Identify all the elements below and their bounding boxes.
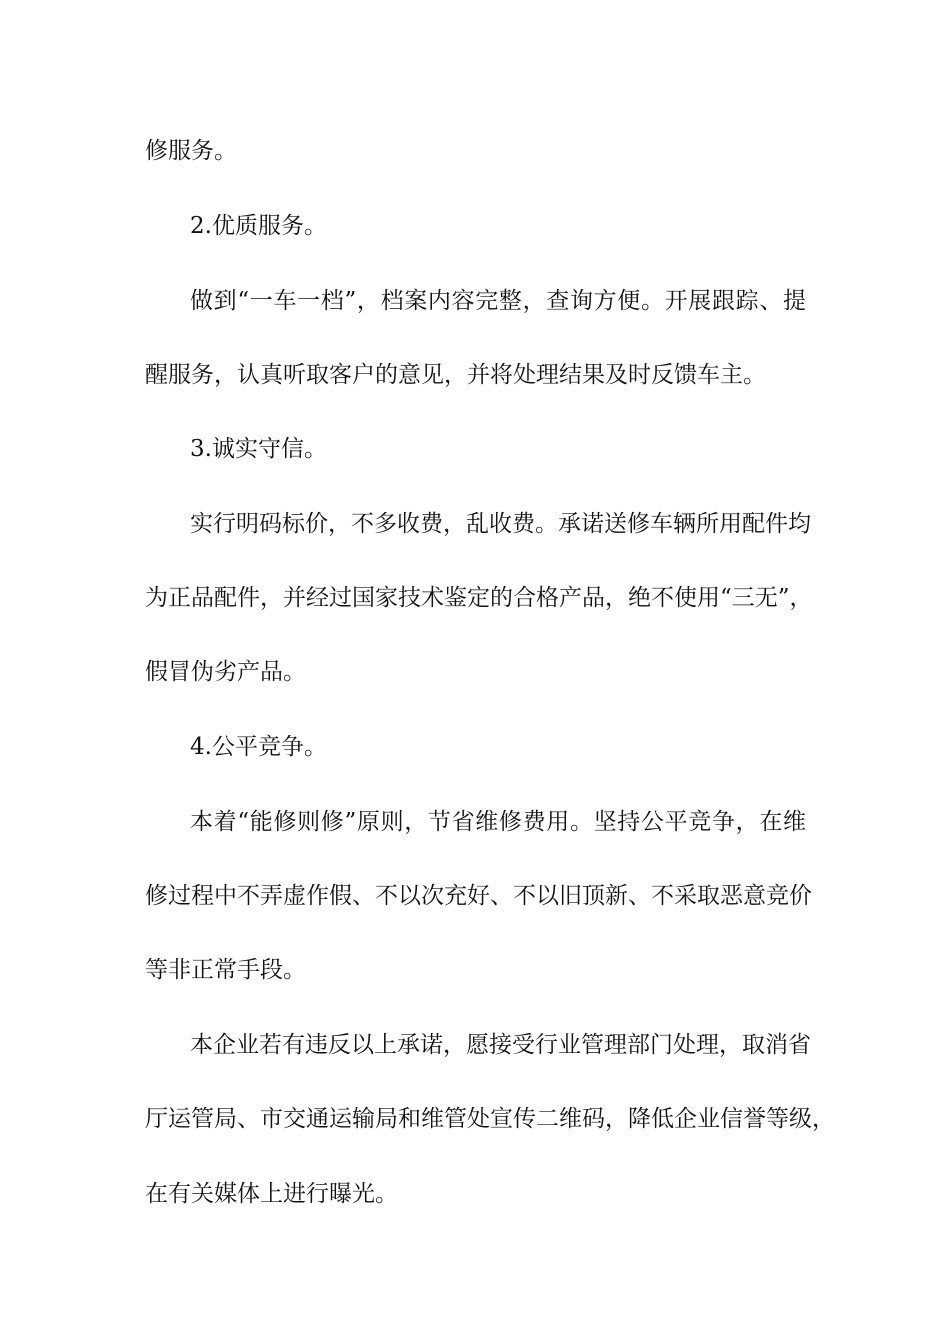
text-line: 本着“能修则修”原则，节省维修费用。坚持公平竞争，在维 bbox=[190, 809, 806, 835]
text-line: 为正品配件，并经过国家技术鉴定的合格产品，绝不使用“三无”， bbox=[145, 585, 813, 611]
text-line: 做到“一车一档”，档案内容完整，查询方便。开展跟踪、提 bbox=[190, 288, 806, 314]
text-line: 实行明码标价，不多收费，乱收费。承诺送修车辆所用配件均 bbox=[190, 511, 811, 537]
paragraph-line bbox=[0, 281, 950, 321]
text-line: 厅运管局、市交通运输局和维管处宣传二维码，降低企业信誉等级， bbox=[145, 1106, 835, 1132]
paragraph-line bbox=[0, 1025, 950, 1065]
text-line: 修服务。 bbox=[145, 138, 237, 164]
section-heading-2 bbox=[0, 206, 950, 246]
paragraph-line bbox=[0, 876, 950, 916]
text-line: 假冒伪劣产品。 bbox=[145, 659, 306, 685]
section-heading-text: 3.诚实守信。 bbox=[190, 436, 327, 462]
section-heading-3 bbox=[0, 429, 950, 469]
paragraph-line bbox=[0, 578, 950, 618]
paragraph-line bbox=[0, 652, 950, 692]
section-heading-4 bbox=[0, 727, 950, 767]
text-line: 醒服务，认真听取客户的意见，并将处理结果及时反馈车主。 bbox=[145, 362, 766, 388]
text-line: 修过程中不弄虚作假、不以次充好、不以旧顶新、不采取恶意竞价 bbox=[145, 883, 812, 909]
paragraph-continuation-line bbox=[0, 131, 950, 171]
text-line: 本企业若有违反以上承诺，愿接受行业管理部门处理，取消省 bbox=[190, 1032, 811, 1058]
paragraph-line bbox=[0, 1099, 950, 1139]
paragraph-line bbox=[0, 1174, 950, 1214]
paragraph-line bbox=[0, 950, 950, 990]
section-heading-text: 2.优质服务。 bbox=[190, 213, 327, 239]
section-heading-text: 4.公平竞争。 bbox=[190, 734, 327, 760]
paragraph-line bbox=[0, 802, 950, 842]
text-line: 等非正常手段。 bbox=[145, 957, 306, 983]
text-line: 在有关媒体上进行曝光。 bbox=[145, 1181, 398, 1207]
paragraph-line bbox=[0, 504, 950, 544]
paragraph-line bbox=[0, 355, 950, 395]
